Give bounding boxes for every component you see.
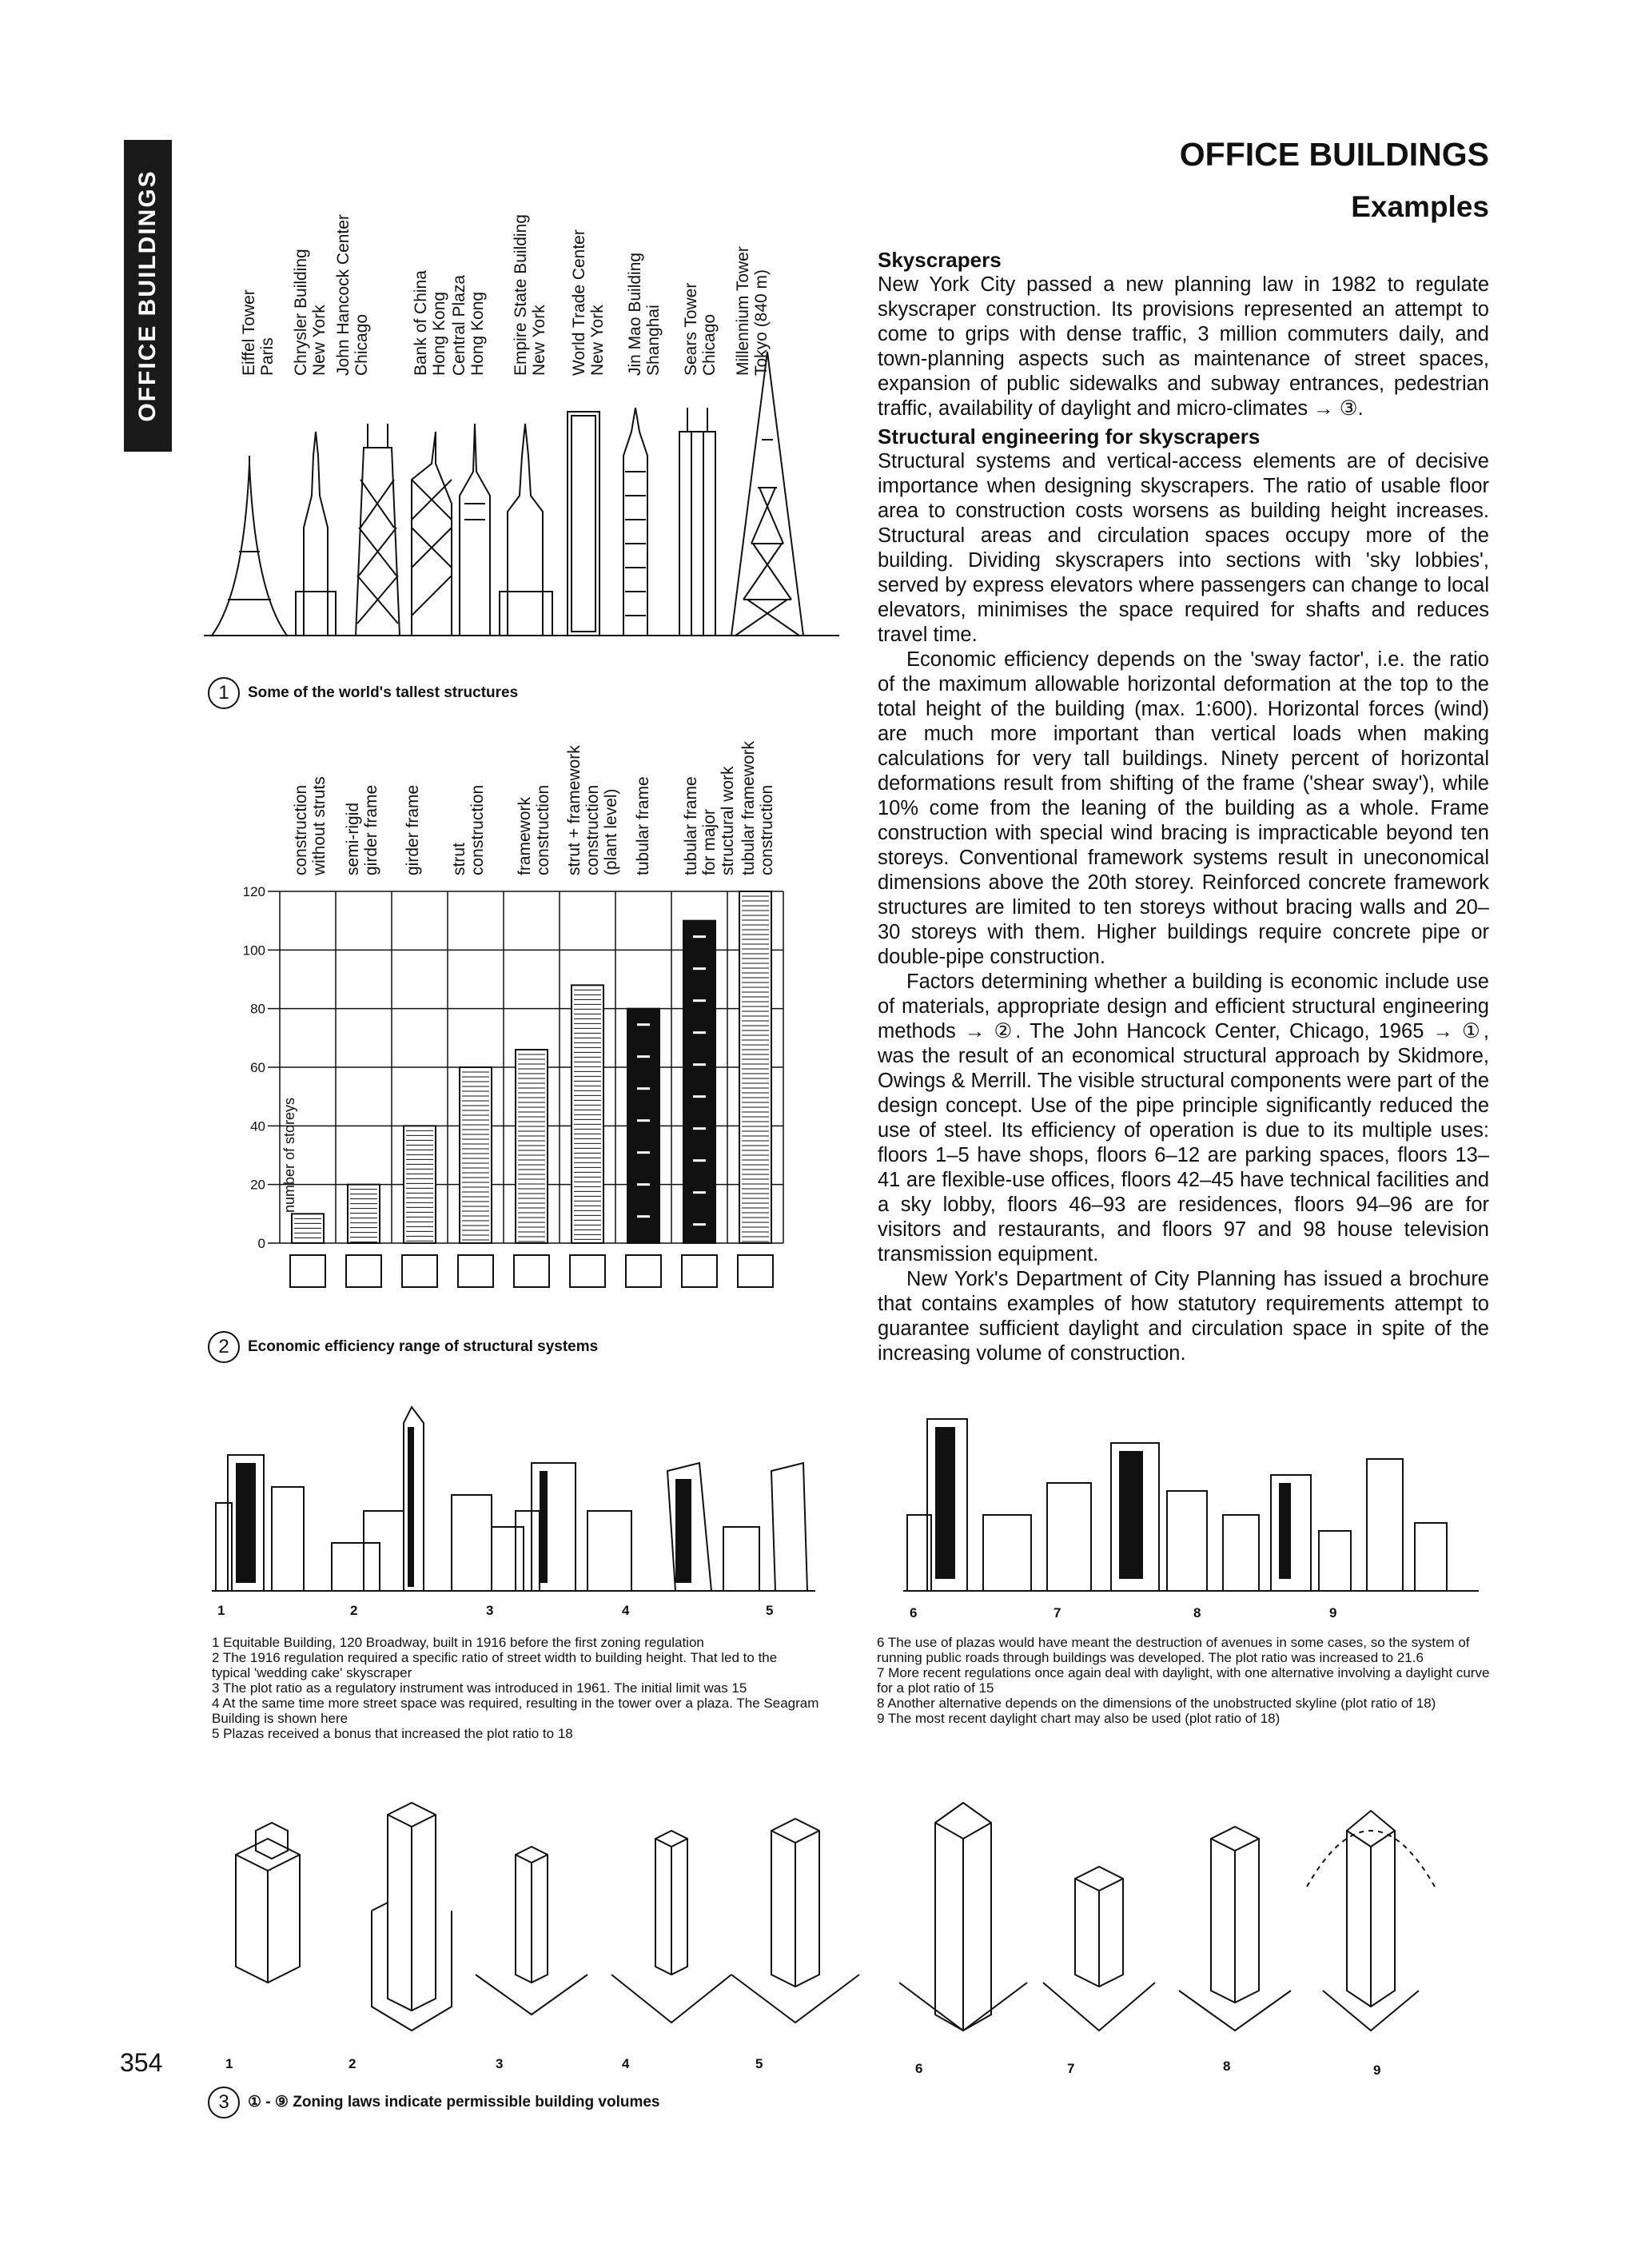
- bar: [627, 1009, 659, 1243]
- cat-label-4: strut construction: [450, 784, 487, 875]
- plan-square: [626, 1255, 661, 1287]
- y-tick-label: 60: [250, 1060, 265, 1075]
- figure-2-chart: [240, 879, 815, 1311]
- streetscape-right-drawing: [903, 1395, 1487, 1599]
- notes-right: [877, 1635, 1492, 1726]
- label-chrysler: Chrysler Building New York: [292, 249, 329, 376]
- street-num-6: 6: [910, 1605, 918, 1620]
- cat-label-8: tubular frame for major structural work: [682, 766, 737, 875]
- section-side-tab: [124, 140, 172, 452]
- street-num-1: 1: [217, 1603, 225, 1618]
- y-tick-label: 120: [242, 884, 265, 899]
- label-bank-of-china: Bank of China Hong Kong: [412, 270, 448, 376]
- label-wtc: World Trade Center New York: [570, 229, 607, 376]
- heading-structural-engineering: Structural engineering for skyscrapers: [878, 425, 1261, 448]
- plan-square: [290, 1255, 325, 1287]
- cat-label-6: strut + framework construction (plant level): [565, 745, 620, 875]
- cat-label-2: semi-rigid girder frame: [344, 784, 380, 875]
- street-num-9: 9: [1329, 1605, 1337, 1620]
- note-9: 9 The most recent daylight chart may also be used (plot ratio of 18): [877, 1711, 1281, 1726]
- street-num-7: 7: [1053, 1605, 1061, 1620]
- zoning-num-5: 5: [755, 2056, 763, 2071]
- figure-1-drawing: [204, 336, 843, 640]
- plan-square: [346, 1255, 381, 1287]
- figure-3-caption: 3 ① - ⑨ Zoning laws indicate permissible building volumes: [208, 2087, 659, 2119]
- streetscape-left-drawing: [212, 1391, 819, 1599]
- label-jin-mao: Jin Mao Building Shanghai: [626, 252, 663, 376]
- note-1: 1 Equitable Building, 120 Broadway, built in 1916 before the first zoning regulation: [212, 1635, 704, 1650]
- zoning-num-7: 7: [1067, 2061, 1075, 2076]
- page-subtitle: Examples: [1351, 190, 1489, 223]
- y-tick-label: 40: [250, 1118, 265, 1134]
- plan-square: [570, 1255, 605, 1287]
- side-tab-label: OFFICE BUILDINGS: [134, 169, 161, 422]
- zoning-num-9: 9: [1373, 2063, 1381, 2078]
- zoning-num-4: 4: [622, 2056, 630, 2071]
- cat-label-9: tubular framework construction: [739, 740, 776, 875]
- cat-label-7: tubular frame: [634, 776, 652, 875]
- main-text-column: [878, 248, 1489, 1366]
- plan-square: [738, 1255, 773, 1287]
- figure-1-number: 1: [208, 677, 240, 709]
- figure-3-number: 3: [208, 2087, 240, 2119]
- note-5: 5 Plazas received a bonus that increased the plot ratio to 18: [212, 1726, 573, 1741]
- label-eiffel: Eiffel Tower Paris: [240, 289, 277, 376]
- label-millennium: Millennium Tower Tokyo (840 m): [734, 246, 771, 376]
- zoning-num-1: 1: [225, 2056, 233, 2071]
- notes-left: [212, 1635, 819, 1741]
- note-3: 3 The plot ratio as a regulatory instrument was introduced in 1961. The initial limit was 15: [212, 1680, 747, 1696]
- plan-square: [402, 1255, 437, 1287]
- bar: [460, 1067, 492, 1243]
- label-hancock: John Hancock Center Chicago: [334, 214, 371, 376]
- note-2: 2 The 1916 regulation required a specific ratio of street width to building height. That led to the typical 'wedding cake' skyscraper: [212, 1650, 778, 1680]
- street-num-8: 8: [1193, 1605, 1201, 1620]
- heading-skyscrapers: Skyscrapers: [878, 248, 1002, 272]
- y-tick-label: 80: [250, 1001, 265, 1017]
- para-structural-1: Structural systems and vertical-access elements are of decisive importance when designing skyscrapers. The ratio of usable floor area to construction costs worsens as building height increases. Structural areas and circulation spaces occupy more of the building. Dividing skyscrapers into sections with 'sky lobbies', served by express elevators where passengers can change to local elevators, minimises the space required for shafts and reduces travel time.: [878, 450, 1489, 646]
- zoning-num-6: 6: [915, 2061, 923, 2076]
- page-number: 354: [120, 2048, 163, 2077]
- plan-square: [514, 1255, 549, 1287]
- bar: [404, 1126, 436, 1243]
- cat-label-1: construction without struts: [292, 776, 329, 875]
- note-4: 4 At the same time more street space was required, resulting in the tower over a plaza. The Seagram Building is shown here: [212, 1696, 819, 1726]
- zoning-num-2: 2: [349, 2056, 356, 2071]
- figure-1-caption: 1 Some of the world's tallest structures: [208, 677, 518, 709]
- note-7: 7 More recent regulations once again deal with daylight, with one alternative involving a daylight curve for a plot ratio of 15: [877, 1665, 1490, 1696]
- plan-square: [682, 1255, 717, 1287]
- street-num-3: 3: [486, 1603, 494, 1618]
- street-num-2: 2: [350, 1603, 358, 1618]
- y-tick-label: 20: [250, 1177, 265, 1193]
- street-num-4: 4: [622, 1603, 630, 1618]
- y-tick-label: 0: [257, 1236, 265, 1251]
- plan-square: [458, 1255, 493, 1287]
- zoning-volumes-drawing: [212, 1791, 1491, 2047]
- cat-label-3: girder frame: [404, 784, 422, 875]
- y-axis-label: number of storeys: [281, 1097, 297, 1214]
- zoning-num-8: 8: [1223, 2059, 1231, 2074]
- figure-2-number: 2: [208, 1331, 240, 1363]
- figure-2-caption: 2 Economic efficiency range of structural systems: [208, 1331, 598, 1363]
- cat-label-5: framework construction: [516, 784, 552, 875]
- zoning-num-3: 3: [496, 2056, 504, 2071]
- label-sears: Sears Tower Chicago: [682, 282, 719, 376]
- street-num-5: 5: [766, 1603, 774, 1618]
- label-central-plaza: Central Plaza Hong Kong: [450, 274, 487, 376]
- para-structural-4: New York's Department of City Planning has issued a brochure that contains examples of how statutory requirements attempt to guarantee sufficient daylight and circulation space in spite of the increasing volume of construction.: [878, 1268, 1489, 1365]
- page-title: OFFICE BUILDINGS: [1179, 136, 1489, 173]
- para-structural-2: Economic efficiency depends on the 'sway factor', i.e. the ratio of the maximum allowable horizontal deformation at the top to the total height of the building (max. 1:600). Horizontal forces (wind) are much more important than vertical loads when making calculations for very tall buildings. Ninety percent of horizontal deformations result from shifting of the frame ('shear sway'), while 10% come from the leaning of the building as a whole. Frame construction with special wind bracing is impracticable beyond ten storeys. Conventional framework systems result in uneconomical dimensions above the 20th storey. Reinforced concrete framework structures are limited to ten storeys without bracing walls and 20–30 storeys with them. Higher buildings require concrete pipe or double-pipe construction.: [878, 648, 1489, 968]
- para-structural-3: Factors determining whether a building is economic include use of materials, appropriate design and efficient structural engineering methods → ②. The John Hancock Center, Chicago, 1965 → ①, was the result of an economical structural approach by Skidmore, Owings & Merrill. The visible structural components were part of the design concept. Use of the pipe principle significantly reduced the use of steel. Its efficiency of operation is due to its multiple uses: floors 1–5 have shops, floors 6–12 are parking spaces, floors 13–41 are flexible-use offices, floors 42–45 have technical facilities and a sky lobby, floors 46–93 are residences, floors 94–96 are for visitors and restaurants, and floors 97 and 98 house television transmission equipment.: [878, 971, 1489, 1266]
- note-6: 6 The use of plazas would have meant the destruction of avenues in some cases, so the system of running public roads through buildings was developed. The plot ratio was increased to 21.6: [877, 1635, 1470, 1665]
- label-empire-state: Empire State Building New York: [512, 214, 548, 376]
- para-skyscrapers: New York City passed a new planning law in 1982 to regulate skyscraper construction. Its provisions represented an attempt to come to grips with dense traffic, 3 million commuters daily, and town-planning aspects such as maintenance of street spaces, expansion of public sidewalks and subway entrances, pedestrian traffic, availability of daylight and micro-climates → ③.: [878, 273, 1489, 420]
- y-tick-label: 100: [242, 943, 265, 959]
- bar: [348, 1185, 380, 1243]
- note-8: 8 Another alternative depends on the dimensions of the unobstructed skyline (plot ratio of 18): [877, 1696, 1436, 1711]
